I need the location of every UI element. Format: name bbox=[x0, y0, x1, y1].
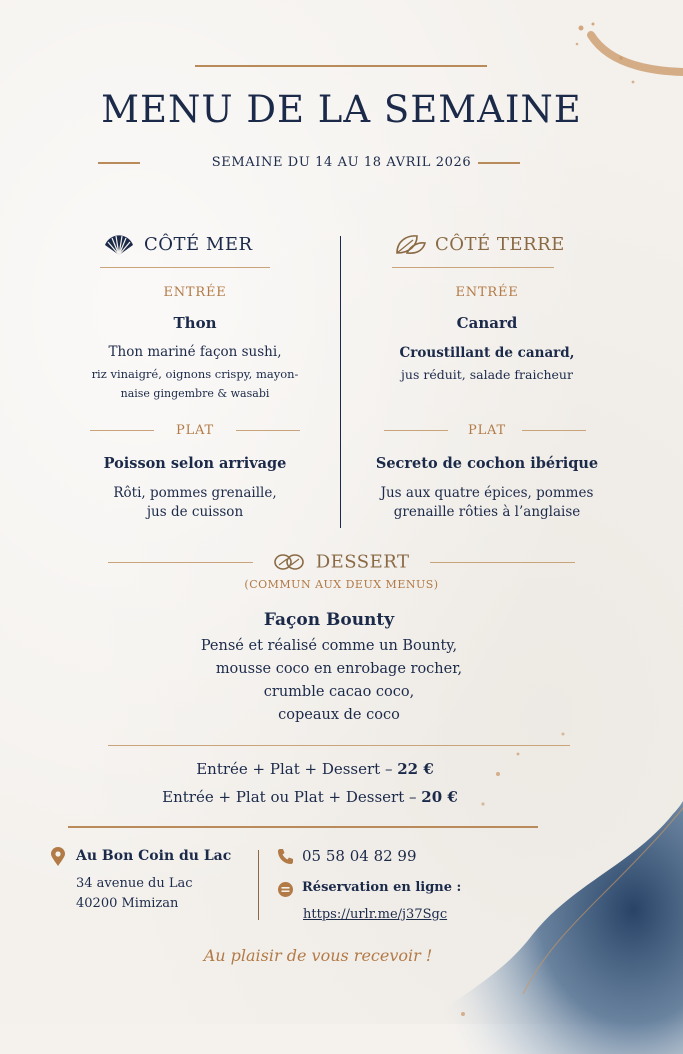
mer-plat-desc-2: jus de cuisson bbox=[146, 504, 244, 520]
subtitle-rule-right bbox=[478, 162, 520, 164]
terre-plat-name: Secreto de cochon ibérique bbox=[375, 455, 599, 472]
chat-icon bbox=[277, 881, 294, 898]
price-line-2 bbox=[0, 788, 620, 806]
dessert-label: DESSERT bbox=[315, 551, 410, 573]
booking-link[interactable]: https://urlr.me/j37Sgc bbox=[303, 907, 448, 922]
header-top-rule bbox=[195, 65, 487, 67]
mer-plat-label: PLAT bbox=[176, 423, 214, 438]
dessert-desc-3: crumble cacao coco, bbox=[263, 684, 415, 700]
restaurant-name: Au Bon Coin du Lac bbox=[76, 848, 232, 864]
mer-entree-desc-3: naise gingembre & wasabi bbox=[120, 387, 270, 400]
terre-entree-desc-2: jus réduit, salade fraicheur bbox=[401, 367, 573, 382]
cote-terre-label: CÔTÉ TERRE bbox=[435, 233, 565, 255]
mer-plat-rule-right bbox=[236, 430, 300, 431]
mer-entree-desc-1: Thon mariné façon sushi, bbox=[108, 344, 282, 360]
price-1: 22 € bbox=[397, 760, 434, 778]
closing-tagline: Au plaisir de vous recevoir ! bbox=[203, 946, 433, 965]
shell-icon bbox=[102, 231, 136, 257]
price-bottom-rule bbox=[68, 826, 538, 828]
mer-plat-desc-1: Rôti, pommes grenaille, bbox=[113, 485, 277, 501]
coconut-icon bbox=[273, 553, 305, 571]
formula-1: Entrée + Plat + Dessert – bbox=[196, 760, 398, 778]
gold-splash-decoration bbox=[573, 20, 683, 90]
price-2: 20 € bbox=[421, 788, 458, 806]
week-subtitle: SEMAINE DU 14 AU 18 AVRIL 2026 bbox=[211, 155, 472, 170]
mer-heading-rule bbox=[100, 267, 270, 268]
price-top-rule bbox=[108, 745, 570, 746]
phone-icon bbox=[277, 848, 294, 865]
column-divider bbox=[340, 236, 341, 528]
terre-plat-desc-2: grenaille rôties à l’anglaise bbox=[393, 504, 581, 520]
mer-entree-label: ENTRÉE bbox=[163, 285, 227, 300]
page-title: MENU DE LA SEMAINE bbox=[101, 88, 582, 131]
mer-plat-name: Poisson selon arrivage bbox=[103, 455, 287, 472]
address-city: 40200 Mimizan bbox=[76, 896, 179, 911]
terre-heading-rule bbox=[392, 267, 554, 268]
booking-label: Réservation en ligne : bbox=[302, 880, 462, 895]
formula-2: Entrée + Plat ou Plat + Dessert – bbox=[162, 788, 422, 806]
contact-divider bbox=[258, 850, 259, 920]
phone-number[interactable]: 05 58 04 82 99 bbox=[302, 847, 417, 865]
map-pin-icon bbox=[50, 847, 66, 867]
dessert-desc-1: Pensé et réalisé comme un Bounty, bbox=[200, 638, 458, 654]
dessert-rule-right bbox=[430, 562, 575, 563]
cote-terre-heading bbox=[393, 231, 565, 257]
address-street: 34 avenue du Lac bbox=[76, 876, 193, 891]
terre-plat-desc-1: Jus aux quatre épices, pommes bbox=[380, 485, 594, 501]
price-line-1 bbox=[0, 760, 630, 778]
watercolor-wash-decoration bbox=[403, 694, 683, 1054]
terre-entree-desc-1: Croustillant de canard, bbox=[399, 345, 575, 361]
dessert-subheading: (COMMUN AUX DEUX MENUS) bbox=[244, 578, 439, 591]
cote-mer-label: CÔTÉ MER bbox=[144, 233, 253, 255]
cote-mer-heading bbox=[102, 231, 253, 257]
dessert-desc-2: mousse coco en enrobage rocher, bbox=[215, 661, 463, 677]
leaf-icon bbox=[393, 231, 427, 257]
dessert-name: Façon Bounty bbox=[263, 610, 395, 630]
terre-entree-name: Canard bbox=[456, 314, 518, 332]
terre-plat-label: PLAT bbox=[468, 423, 506, 438]
mer-entree-name: Thon bbox=[173, 314, 217, 332]
terre-plat-rule-right bbox=[522, 430, 586, 431]
mer-entree-desc-2: riz vinaigré, oignons crispy, mayon- bbox=[91, 367, 299, 381]
dessert-heading bbox=[0, 551, 683, 573]
terre-entree-label: ENTRÉE bbox=[455, 285, 519, 300]
dessert-desc-4: copeaux de coco bbox=[278, 707, 400, 723]
